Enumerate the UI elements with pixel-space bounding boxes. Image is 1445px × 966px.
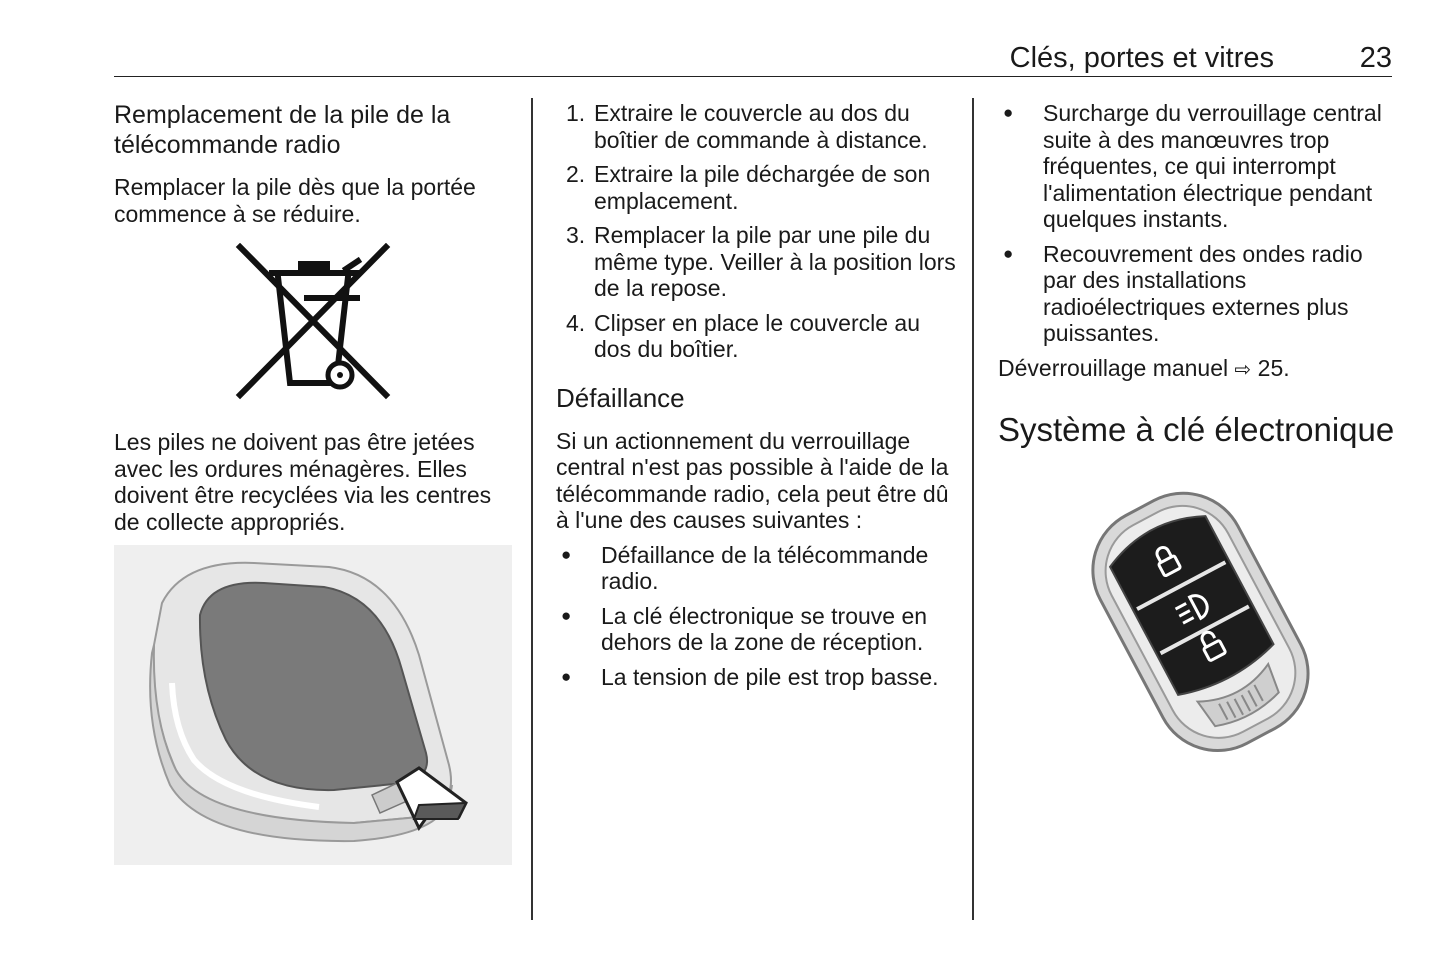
list-item	[556, 310, 956, 363]
electronic-key-illustration	[1050, 471, 1350, 771]
step-number: 3.	[566, 222, 586, 248]
column-divider	[972, 98, 974, 920]
section-title: Clés, portes et vitres	[1009, 42, 1274, 74]
column-1	[114, 100, 514, 865]
crossed-bin-icon	[234, 243, 394, 403]
list-item	[556, 100, 956, 153]
list-item: ● La tension de pile est trop basse.	[556, 664, 956, 691]
crossref-page[interactable]: 25.	[1257, 354, 1290, 381]
list-item: ● Surcharge du verrouillage central suite à des manœuvres trop fréquentes, ce qui interrompt l'alimentation électrique pendant quelques instants.	[998, 100, 1398, 233]
column-2	[556, 100, 956, 698]
page-number: 23	[1359, 42, 1392, 74]
list-item	[556, 161, 956, 214]
list-item: ● Recouvrement des ondes radio par des installations radioélectriques externes plus puissantes.	[998, 241, 1398, 347]
step-text: Clipser en place le couvercle au dos du boîtier.	[594, 309, 921, 362]
step-number: 4.	[566, 309, 586, 336]
crossref-text: Déverrouillage manuel	[998, 354, 1229, 381]
intro-paragraph: Remplacer la pile dès que la portée commence à se réduire.	[114, 174, 476, 227]
list-item	[556, 222, 956, 302]
section-title-large: Système à clé électronique	[998, 411, 1395, 448]
step-text: Extraire le couvercle au dos du boîtier de commande à distance.	[594, 100, 928, 153]
section-heading: Remplacement de la pile de la télécommande radio	[114, 101, 451, 159]
page-header	[114, 40, 1392, 77]
column-3	[998, 100, 1398, 771]
arrow-right-icon[interactable]: ⇨	[1234, 358, 1252, 381]
list-item: ● Défaillance de la télécommande radio.	[556, 542, 956, 595]
section-heading: Défaillance	[556, 382, 685, 413]
step-number: 2.	[566, 161, 586, 187]
step-text: Remplacer la pile par une pile du même type. Veiller à la position lors de la repose.	[594, 222, 956, 301]
cross-reference	[998, 355, 1398, 384]
column-divider	[531, 98, 533, 920]
list-item: ● La clé électronique se trouve en dehors de la zone de réception.	[556, 603, 956, 656]
step-number: 1.	[566, 100, 586, 126]
key-battery-illustration	[114, 545, 512, 865]
disposal-paragraph: Les piles ne doivent pas être jetées avec les ordures ménagères. Elles doivent être recyclées via les centres de collecte appropriés.	[114, 429, 492, 535]
step-text: Extraire la pile déchargée de son emplacement.	[594, 161, 931, 214]
intro-paragraph: Si un actionnement du verrouillage central n'est pas possible à l'aide de la télécommande radio, cela peut être dû à l'une des causes suivantes :	[556, 427, 949, 533]
